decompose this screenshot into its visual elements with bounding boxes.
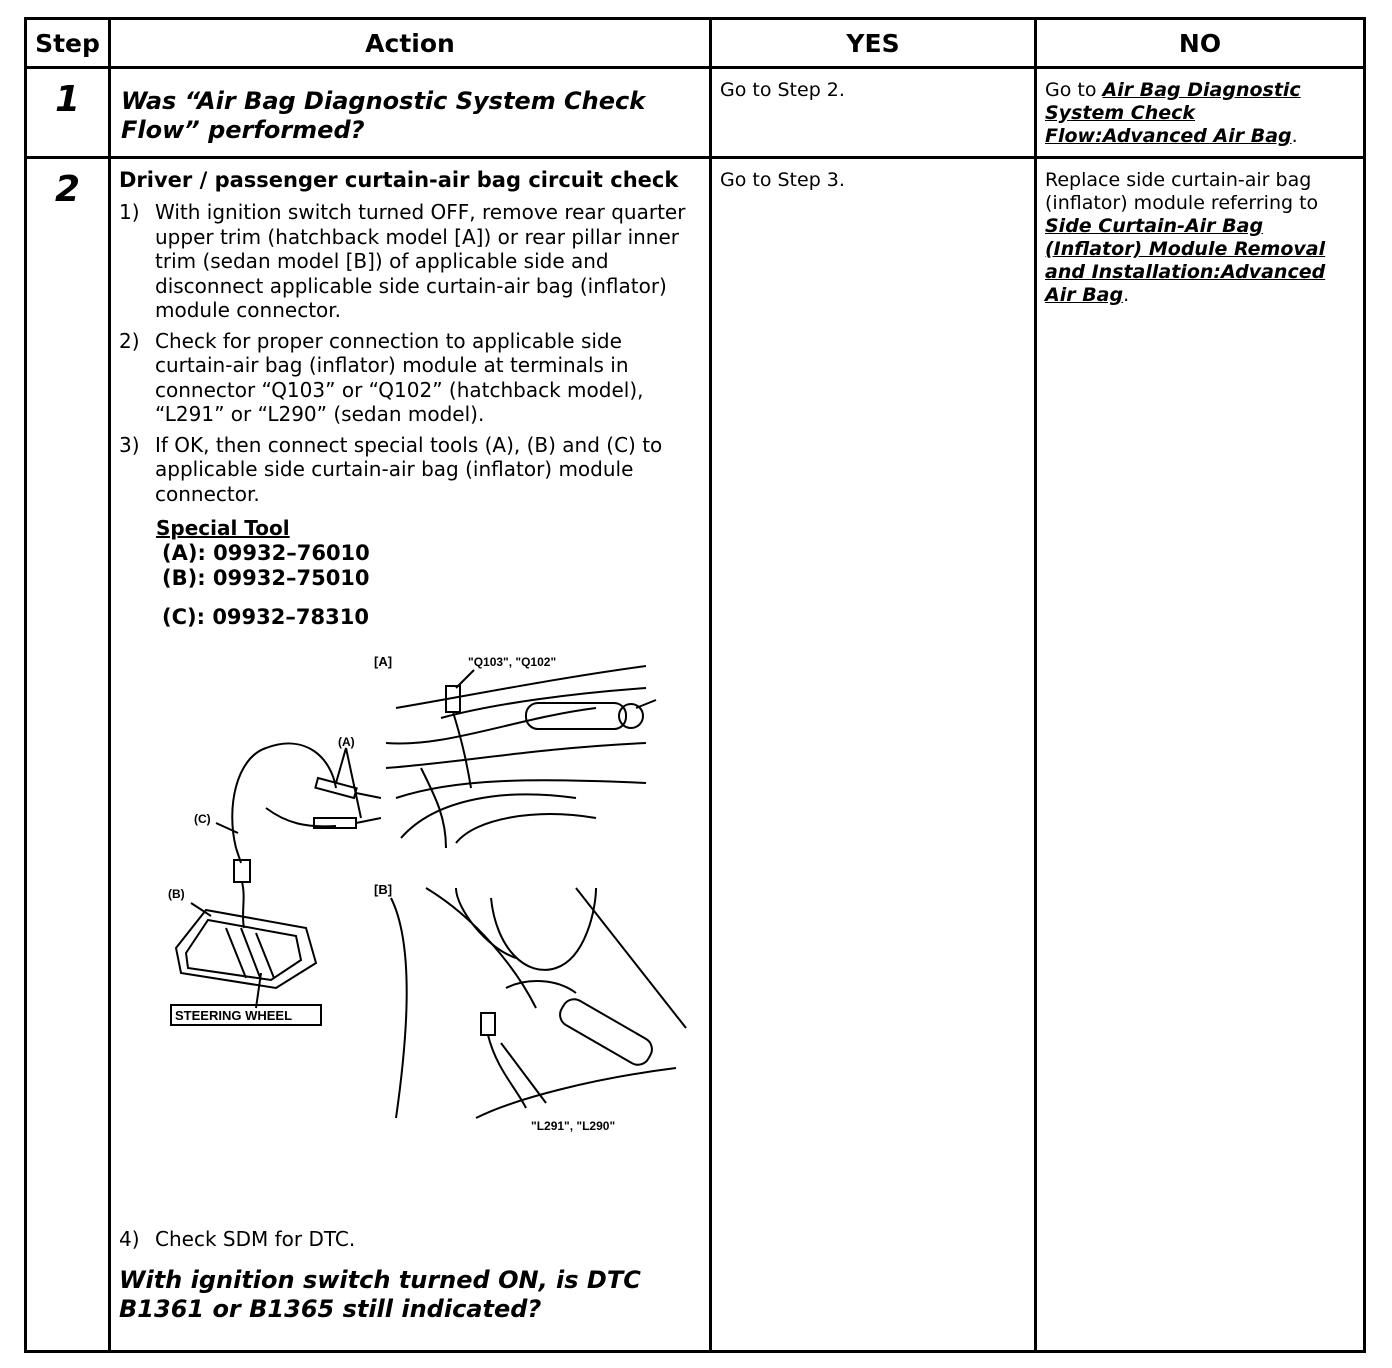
step2-title: Driver / passenger curtain-air bag circuit check (119, 168, 679, 192)
inflator-module (526, 703, 626, 729)
trim-line (636, 700, 656, 708)
step1-row (26, 68, 1365, 158)
item-number: 1) (119, 200, 140, 224)
step1-no (1036, 68, 1365, 158)
header-action: Action (110, 19, 711, 68)
list-item (119, 329, 701, 427)
step2-number: 2 (26, 158, 110, 1352)
step2-action (110, 158, 711, 1352)
header-row (26, 19, 1365, 68)
trim-line (386, 743, 646, 768)
harness-b (491, 888, 596, 970)
item-number: 4) (119, 1227, 140, 1251)
item-text: Check SDM for DTC. (155, 1227, 356, 1251)
tool-c-label: (C) (194, 811, 211, 826)
pillar-line (391, 898, 407, 1118)
leader-line (456, 670, 474, 688)
header-step: Step (26, 19, 110, 68)
item-number: 2) (119, 328, 140, 353)
tool-a: (A): 09932–76010 (162, 540, 370, 565)
trim-line (401, 794, 576, 838)
item-text: With ignition switch turned OFF, remove rear quarter upper trim (hatchback model [A]) or rear pillar inner trim (sedan model [B]) of applicable side and disconnect applicable side curtain-air bag (inflator) module connector. (155, 200, 686, 322)
harness (453, 712, 471, 788)
tool-b-label: (B) (168, 886, 185, 901)
list-item (119, 200, 701, 323)
connector-b-label: "L291", "L290" (531, 1118, 616, 1133)
step1-yes: Go to Step 2. (711, 68, 1036, 158)
diagnostic-table (24, 17, 1366, 1353)
trim-line (456, 814, 596, 843)
special-tool-heading: Special Tool (156, 516, 290, 540)
step2-no-prefix: Replace side curtain-air bag (inflator) module referring to (1045, 169, 1319, 214)
header-yes: YES (711, 19, 1036, 68)
pillar-line (426, 888, 536, 1008)
connector-l (481, 1013, 495, 1035)
connection-figure (156, 648, 701, 1144)
step2-row (26, 158, 1365, 1352)
tool-a-label: (A) (338, 734, 355, 749)
tool-c-connector (234, 860, 250, 882)
step2-yes: Go to Step 3. (711, 158, 1036, 1352)
connector-a-label: "Q103", "Q102" (468, 654, 557, 669)
tool-b: (B): 09932–75010 (162, 565, 370, 590)
bracket (506, 981, 576, 993)
step1-number: 1 (26, 68, 110, 158)
header-no: NO (1036, 19, 1365, 68)
item-text: Check for proper connection to applicable side curtain-air bag (inflator) module at terminals in connector “Q103” or “Q102” (hatchback model), “L291” or “L290” (sedan model). (155, 328, 644, 426)
trim-line (386, 708, 596, 744)
step2-no-suffix: . (1123, 284, 1130, 306)
tool-c: (C): 09932–78310 (162, 604, 369, 629)
step1-no-suffix: . (1291, 125, 1298, 147)
step2-question: With ignition switch turned ON, is DTC B1361 or B1365 still indicated? (119, 1265, 641, 1323)
view-b-label: [B] (374, 881, 393, 897)
leader-line (501, 1043, 546, 1103)
step1-question: Was “Air Bag Diagnostic System Check Flow” performed? (110, 68, 711, 158)
list-item (119, 433, 701, 507)
figure-illustration (156, 648, 696, 1138)
step1-no-link[interactable]: Air Bag Diagnostic System Check Flow:Advanced Air Bag (1045, 79, 1301, 147)
tool-b-detail (226, 928, 274, 980)
list-item (119, 1227, 701, 1252)
step2-no (1036, 158, 1365, 1352)
steering-label: STEERING WHEEL (175, 1007, 293, 1023)
step1-no-prefix: Go to (1045, 79, 1103, 101)
item-text: If OK, then connect special tools (A), (B) and (C) to applicable side curtain-air bag (inflator) module connector. (155, 432, 663, 506)
item-number: 3) (119, 432, 140, 457)
inflator-module-b (556, 994, 657, 1068)
trim-line (421, 768, 446, 848)
leader-line (216, 823, 238, 833)
step2-items (119, 200, 701, 506)
tool-cable (232, 743, 336, 847)
view-a-label: [A] (374, 653, 393, 669)
harness-b (488, 1035, 526, 1108)
tool-cable (242, 882, 244, 928)
step2-no-link[interactable]: Side Curtain-Air Bag (Inflator) Module Removal and Installation:Advanced Air Bag (1045, 215, 1326, 306)
